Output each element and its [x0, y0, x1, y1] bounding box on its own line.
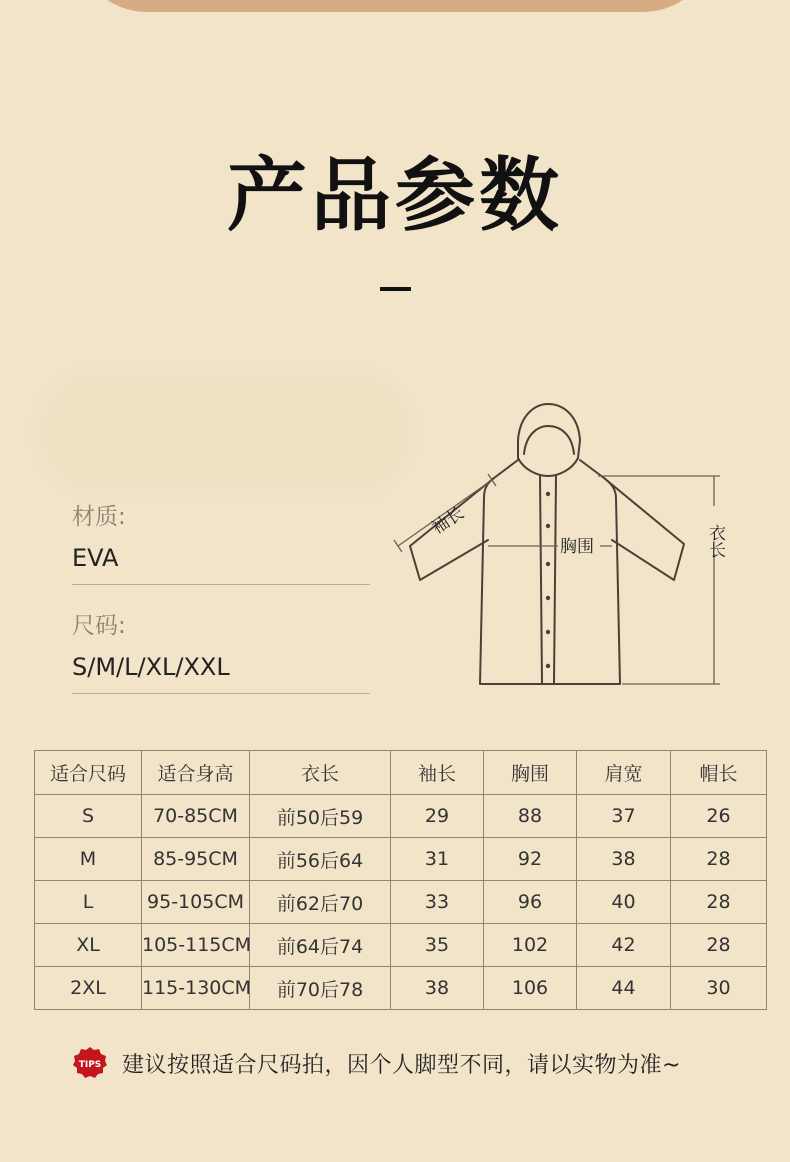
table-cell: 96 [484, 881, 577, 924]
tips-note [72, 1046, 681, 1080]
table-cell: 29 [391, 795, 484, 838]
title-underline [380, 287, 411, 291]
sleeve-length-label: 袖长 [428, 503, 468, 539]
coat-button [546, 492, 550, 496]
material-value: EVA [72, 544, 119, 572]
table-cell: 42 [577, 924, 671, 967]
column-header: 适合尺码 [35, 751, 142, 795]
divider [72, 693, 370, 694]
hood-face [524, 426, 574, 454]
table-cell: 26 [671, 795, 767, 838]
coat-button [546, 596, 550, 600]
table-cell: M [35, 838, 142, 881]
table-row [35, 967, 767, 1010]
table-cell: 44 [577, 967, 671, 1010]
table-cell: 31 [391, 838, 484, 881]
table-cell: 30 [671, 967, 767, 1010]
table-row [35, 795, 767, 838]
table-row [35, 881, 767, 924]
size-table [34, 750, 767, 1010]
table-cell: 105-115CM [142, 924, 250, 967]
table-cell: 85-95CM [142, 838, 250, 881]
table-cell: L [35, 881, 142, 924]
size-spec [72, 611, 370, 694]
table-cell: 38 [391, 967, 484, 1010]
table-cell: 95-105CM [142, 881, 250, 924]
table-cell: 2XL [35, 967, 142, 1010]
table-cell: 102 [484, 924, 577, 967]
column-header: 袖长 [391, 751, 484, 795]
table-row [35, 924, 767, 967]
table-cell: 92 [484, 838, 577, 881]
table-cell: 38 [577, 838, 671, 881]
table-cell: 33 [391, 881, 484, 924]
table-cell: XL [35, 924, 142, 967]
page-title: 产品参数 [227, 149, 563, 242]
column-header: 衣长 [250, 751, 391, 795]
table-cell: 28 [671, 881, 767, 924]
table-cell: 前56后64 [250, 838, 391, 881]
placket [540, 476, 556, 684]
coat-button [546, 630, 550, 634]
column-header: 适合身高 [142, 751, 250, 795]
material-label: 材质: [72, 504, 126, 530]
table-cell: 106 [484, 967, 577, 1010]
size-value: S/M/L/XL/XXL [72, 653, 230, 681]
coat-button [546, 562, 550, 566]
coat-button [546, 664, 550, 668]
column-header: 胸围 [484, 751, 577, 795]
table-cell: 70-85CM [142, 795, 250, 838]
coat-length-label: 衣长 [705, 524, 725, 558]
size-label: 尺码: [72, 613, 126, 639]
divider [72, 584, 370, 585]
tips-badge-label: TIPS [78, 1060, 102, 1070]
table-cell: 前64后74 [250, 924, 391, 967]
chest-label: 胸围 [560, 537, 594, 557]
table-cell: 前70后78 [250, 967, 391, 1010]
material-spec [72, 502, 370, 585]
table-row [35, 838, 767, 881]
table-cell: S [35, 795, 142, 838]
blurred-area [40, 372, 410, 492]
table-cell: 前50后59 [250, 795, 391, 838]
table-cell: 40 [577, 881, 671, 924]
table-cell: 28 [671, 838, 767, 881]
coat-button [546, 524, 550, 528]
table-cell: 35 [391, 924, 484, 967]
tips-badge-icon [72, 1046, 108, 1080]
table-cell: 88 [484, 795, 577, 838]
table-cell: 前62后70 [250, 881, 391, 924]
tips-text: 建议按照适合尺码拍，因个人脚型不同，请以实物为准~ [122, 1052, 681, 1078]
column-header: 帽长 [671, 751, 767, 795]
table-header-row [35, 751, 767, 795]
raincoat-diagram [390, 398, 730, 696]
table-cell: 115-130CM [142, 967, 250, 1010]
table-cell: 37 [577, 795, 671, 838]
column-header: 肩宽 [577, 751, 671, 795]
table-cell: 28 [671, 924, 767, 967]
top-decorative-arc [75, 0, 715, 12]
